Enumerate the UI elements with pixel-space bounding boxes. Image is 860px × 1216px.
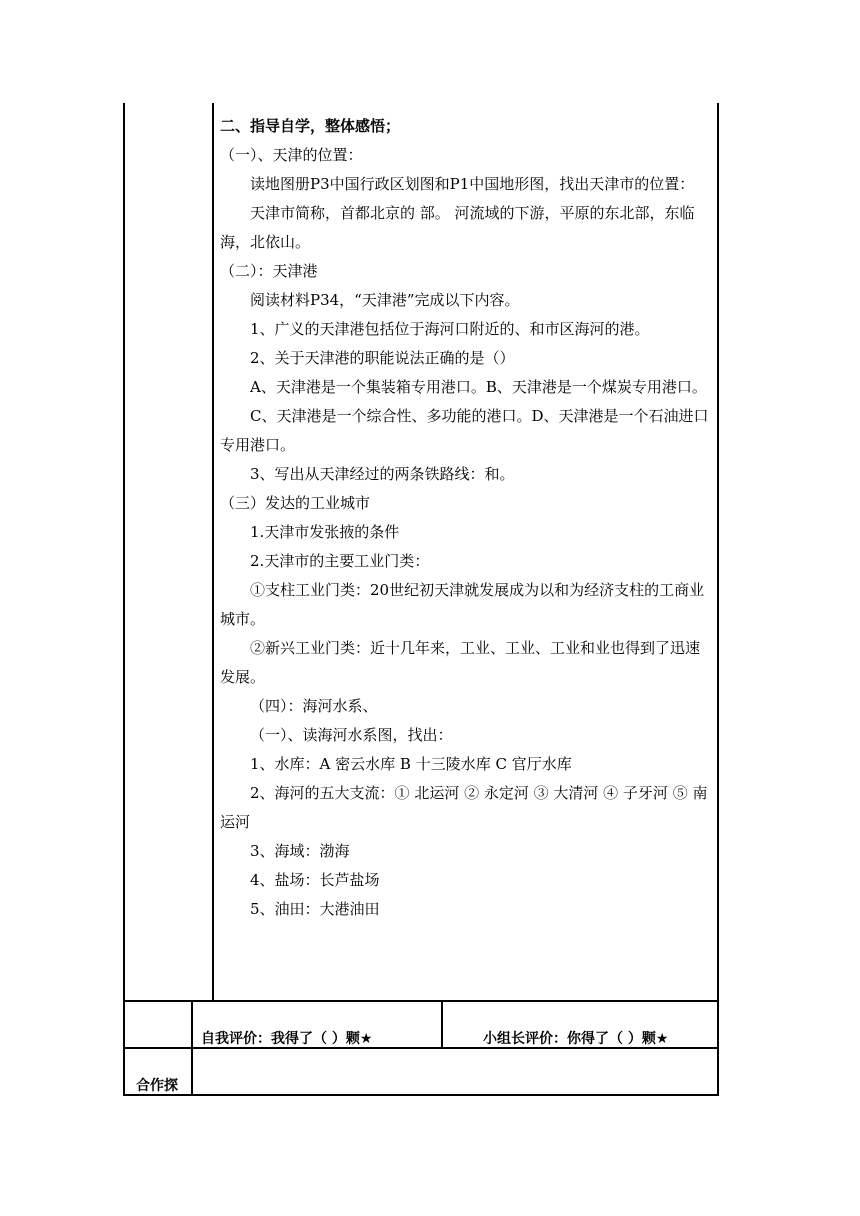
part3-item-2: 2.天津市的主要工业门类： xyxy=(250,552,430,570)
content-bottom-border xyxy=(123,1000,719,1002)
part3-item-3: ①支柱工业门类：20世纪初天津就发展成为以和为经济支柱的工商业城市。 xyxy=(220,581,705,628)
part2-title: （二）：天津港 xyxy=(220,262,318,280)
part2-question-1: 1、广义的天津港包括位于海河口附近的、和市区海河的港。 xyxy=(250,320,650,338)
cooperative-inquiry-label: 合作探 xyxy=(136,1078,178,1094)
part2-intro: 阅读材料P34，“天津港”完成以下内容。 xyxy=(250,291,520,309)
table-left-border xyxy=(123,103,125,1095)
table-bottom-border xyxy=(123,1094,719,1096)
part2-options-cd: C、天津港是一个综合性、多功能的港口。D、天津港是一个石油进口专用港口。 xyxy=(220,407,709,454)
eval-middle-divider xyxy=(441,1000,443,1048)
part3-title: （三）发达的工业城市 xyxy=(220,494,371,512)
part1-paragraph-1: 读地图册P3中国行政区划图和P1中国地形图，找出天津市的位置： xyxy=(250,175,695,193)
part4-line-4: 4、盐场：长芦盐场 xyxy=(250,871,380,889)
part4-subtitle: （一）、读海河水系图，找出： xyxy=(250,726,453,744)
part1-paragraph-2: 天津市简称，首都北京的 部。 河流域的下游，平原的东北部，东临海，北依山。 xyxy=(220,204,695,251)
part1-title: （一）、天津的位置： xyxy=(220,146,363,164)
part4-line-3: 3、海域：渤海 xyxy=(250,842,350,860)
part2-question-2: 2、关于天津港的职能说法正确的是（） xyxy=(250,349,515,367)
part3-item-4: ②新兴工业门类：近十几年来，工业、工业、工业和业也得到了迅速发展。 xyxy=(220,639,701,686)
group-leader-evaluation: 小组长评价：你得了（ ）颗★ xyxy=(483,1031,669,1047)
section-heading: 二、指导自学，整体感悟； xyxy=(220,117,401,135)
part2-question-3: 3、写出从天津经过的两条铁路线：和。 xyxy=(250,465,515,483)
part2-options-ab: A、天津港是一个集装箱专用港口。B、天津港是一个煤炭专用港口。 xyxy=(250,378,707,396)
part3-item-1: 1.天津市发张掖的条件 xyxy=(250,523,400,541)
self-evaluation: 自我评价：我得了（ ）颗★ xyxy=(201,1031,373,1047)
table-right-border xyxy=(717,103,719,1095)
part4-line-2: 2、海河的五大支流：① 北运河 ② 永定河 ③ 大清河 ④ 子牙河 ⑤ 南运河 xyxy=(220,784,708,831)
part4-line-5: 5、油田：大港油田 xyxy=(250,900,380,918)
inner-column-divider xyxy=(212,103,214,1000)
part4-line-1: 1、水库：A 密云水库 B 十三陵水库 C 官厅水库 xyxy=(250,755,572,773)
study-content xyxy=(220,112,710,924)
part4-title: （四）：海河水系、 xyxy=(250,697,378,715)
